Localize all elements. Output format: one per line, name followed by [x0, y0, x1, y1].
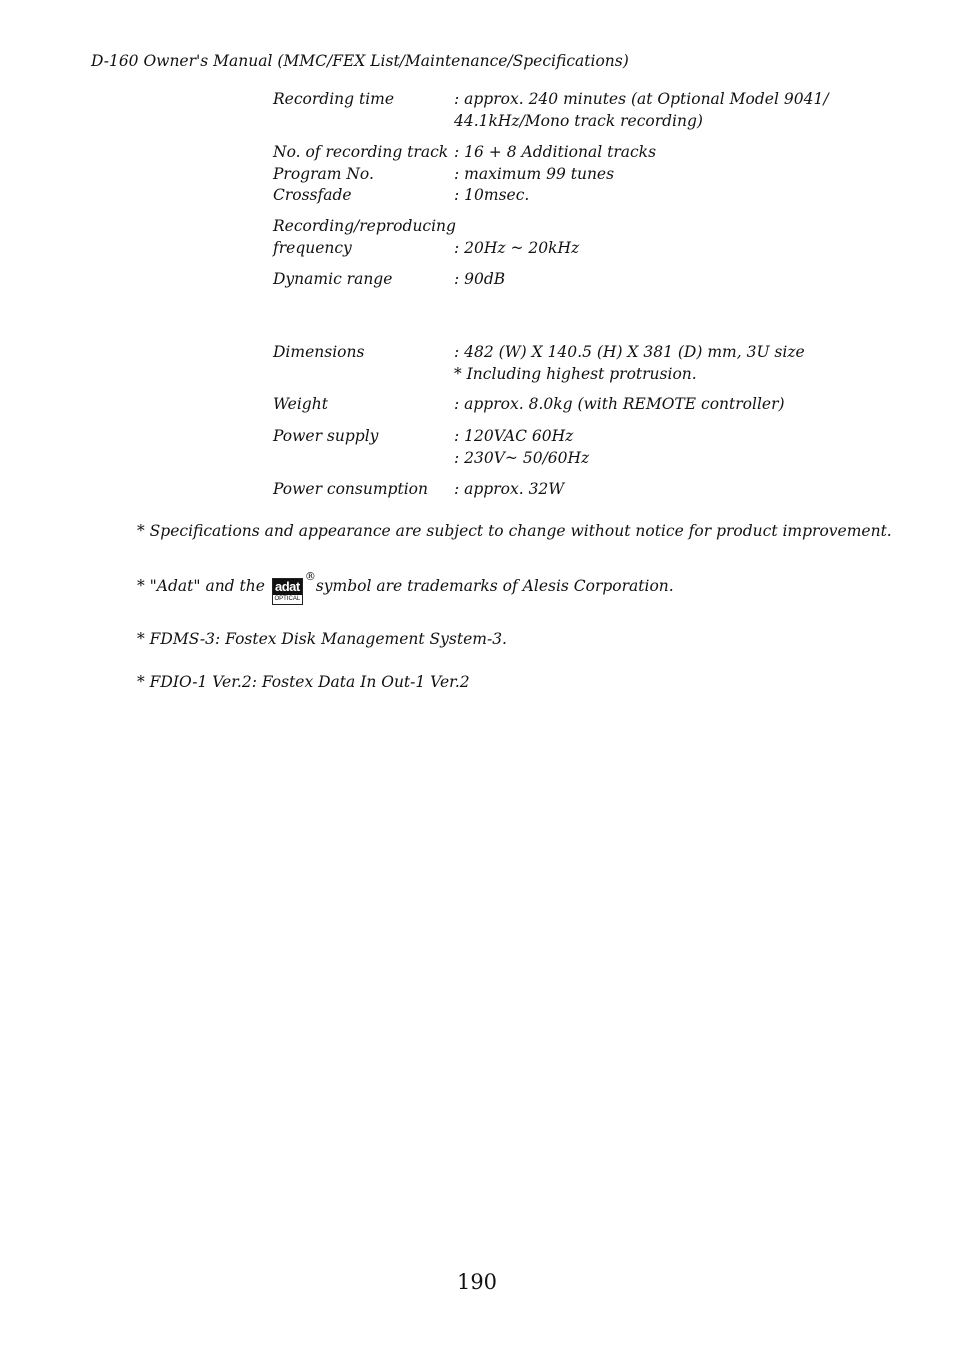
spec-label: Recording time [273, 90, 395, 108]
adat-optical-logo [272, 570, 316, 605]
spec-label: Dynamic range [273, 270, 393, 288]
spec-value: : approx. 8.0kg (with REMOTE controller) [454, 395, 785, 413]
spec-value: : approx. 240 minutes (at Optional Model 9041/ [454, 90, 829, 108]
note-fdio: * FDIO-1 Ver.2: Fostex Data In Out-1 Ver.2 [137, 673, 470, 691]
note-adat-trademark [137, 570, 674, 605]
spec-label: Power supply [273, 427, 379, 445]
spec-value: : 90dB [454, 270, 506, 288]
spec-label: Dimensions [273, 343, 365, 361]
spec-value: : 482 (W) X 140.5 (H) X 381 (D) mm, 3U size [454, 343, 805, 361]
registered-mark: ® [304, 570, 316, 583]
note-adat-prefix: * "Adat" and the [137, 577, 265, 595]
spec-label-continued: frequency [273, 239, 352, 257]
spec-label: Recording/reproducing [273, 217, 456, 235]
adat-logo-subtext: OPTICAL [274, 596, 301, 602]
spec-value-continued: 44.1kHz/Mono track recording) [454, 112, 703, 130]
spec-label: Weight [273, 395, 328, 413]
note-adat-suffix: symbol are trademarks of Alesis Corporation. [315, 577, 674, 595]
spec-value: : maximum 99 tunes [454, 165, 615, 183]
spec-value-continued: : 230V~ 50/60Hz [454, 449, 590, 467]
spec-label: No. of recording track [273, 143, 449, 161]
spec-value: : approx. 32W [454, 480, 565, 498]
page-number: 190 [456, 1270, 498, 1294]
note-fdms: * FDMS-3: Fostex Disk Management System-3. [137, 630, 507, 648]
page-header: D-160 Owner's Manual (MMC/FEX List/Maintenance/Specifications) [91, 52, 629, 70]
spec-label: Power consumption [273, 480, 428, 498]
spec-value: : 20Hz ~ 20kHz [454, 239, 580, 257]
note-specifications: * Specifications and appearance are subject to change without notice for product improvement. [137, 522, 892, 540]
spec-value: : 16 + 8 Additional tracks [454, 143, 657, 161]
spec-value: : 10msec. [454, 186, 530, 204]
spec-value-continued: * Including highest protrusion. [454, 365, 697, 383]
spec-value: : 120VAC 60Hz [454, 427, 574, 445]
adat-logo-box [272, 578, 303, 605]
spec-label: Program No. [273, 165, 374, 183]
adat-logo-text: adat [273, 579, 302, 595]
spec-label: Crossfade [273, 186, 352, 204]
